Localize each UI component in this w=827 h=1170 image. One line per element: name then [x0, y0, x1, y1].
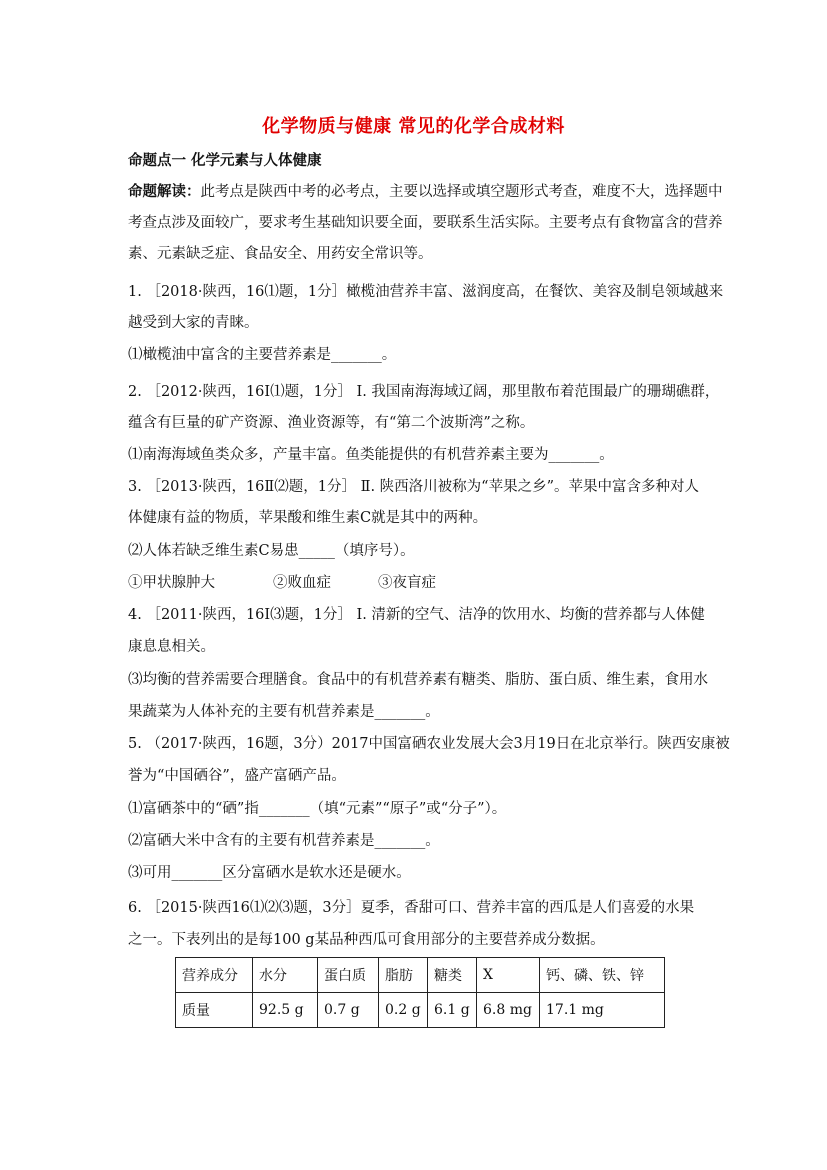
- table-cell: 6.8 mg: [477, 993, 540, 1028]
- page-title: 化学物质与健康 常见的化学合成材料: [262, 116, 565, 137]
- table-header-cell: 营养成分: [176, 958, 253, 993]
- table-header-cell: 脂肪: [379, 958, 428, 993]
- nutrition-table: [175, 957, 665, 1028]
- intro-text-1: 此考点是陕西中考的必考点，主要以选择或填空题形式考查，难度不大，选择题中: [200, 184, 723, 200]
- q1-line-2: 越受到大家的青睐。: [128, 315, 259, 331]
- table-cell: 质量: [176, 993, 253, 1028]
- q3-options: [128, 573, 436, 593]
- q5-sub-3: ⑶可用_______区分富硒水是软水还是硬水。: [128, 865, 411, 881]
- q3-line-1: 3. ［2013·陕西，16Ⅱ⑵题，1分］ Ⅱ. 陕西洛川被称为“苹果之乡”。苹果中富含多种对人: [128, 479, 699, 495]
- q4-sub-3b: 果蔬菜为人体补充的主要有机营养素是_______。: [128, 704, 440, 720]
- q2-line-1: 2. ［2012·陕西，16Ⅰ⑴题，1分］ Ⅰ. 我国南海海域辽阔，那里散布着范围最广的珊瑚礁群，: [128, 384, 720, 400]
- table-cell: 0.7 g: [318, 993, 379, 1028]
- q3-option-3: ③夜盲症: [378, 575, 436, 591]
- table-cell: 92.5 g: [253, 993, 318, 1028]
- q5-sub-1: ⑴富硒茶中的“硒”指_______（填“元素”“原子”或“分子”）。: [128, 801, 507, 817]
- q4-line-2: 康息息相关。: [128, 639, 215, 655]
- q4-sub-3a: ⑶均衡的营养需要合理膳食。食品中的有机营养素有糖类、脂肪、蛋白质、维生素，食用水: [128, 672, 708, 688]
- table-cell: 0.2 g: [379, 993, 428, 1028]
- q3-option-2: ②败血症: [273, 575, 331, 591]
- intro-line-3: 素、元素缺乏症、食品安全、用药安全常识等。: [128, 246, 433, 262]
- q3-option-1: ①甲状腺肿大: [128, 575, 215, 591]
- table-row: [176, 993, 665, 1028]
- table-header-row: [176, 958, 665, 993]
- q3-sub-2: ⑵人体若缺乏维生素C易患_____（填序号）。: [128, 543, 415, 559]
- q2-sub-1: ⑴南海海域鱼类众多，产量丰富。鱼类能提供的有机营养素主要为_______。: [128, 447, 614, 463]
- table-header-cell: 水分: [253, 958, 318, 993]
- q5-line-2: 誉为“中国硒谷”，盛产富硒产品。: [128, 768, 346, 784]
- table-header-cell: 糖类: [428, 958, 477, 993]
- table-header-cell: 蛋白质: [318, 958, 379, 993]
- intro-line-2: 考查点涉及面较广，要求考生基础知识要全面，要联系生活实际。主要考点有食物富含的营养: [128, 215, 723, 231]
- q5-line-1: 5. （2017·陕西，16题，3分）2017中国富硒农业发展大会3月19日在北京举行。陕西安康被: [128, 736, 730, 752]
- q1-line-1: 1. ［2018·陕西，16⑴题，1分］橄榄油营养丰富、滋润度高，在餐饮、美容及制皂领域越来: [128, 284, 724, 300]
- table-header-cell: X: [477, 958, 540, 993]
- q1-sub-1: ⑴橄榄油中富含的主要营养素是_______。: [128, 347, 397, 363]
- q6-line-2: 之一。下表列出的是每100 g某品种西瓜可食用部分的主要营养成分数据。: [128, 932, 605, 948]
- section-heading: 命题点一 化学元素与人体健康: [128, 152, 322, 169]
- intro-line-1: [128, 182, 723, 202]
- q2-line-2: 蕴含有巨量的矿产资源、渔业资源等，有“第二个波斯湾”之称。: [128, 415, 535, 431]
- table-header-cell: 钙、磷、铁、锌: [540, 958, 665, 993]
- q4-line-1: 4. ［2011·陕西，16Ⅰ⑶题，1分］ Ⅰ. 清新的空气、洁净的饮用水、均衡的营养都与人体健: [128, 607, 705, 623]
- q6-line-1: 6. ［2015·陕西16⑴⑵⑶题，3分］夏季，香甜可口、营养丰富的西瓜是人们喜爱的水果: [128, 900, 695, 916]
- q5-sub-2: ⑵富硒大米中含有的主要有机营养素是_______。: [128, 833, 440, 849]
- table-cell: 6.1 g: [428, 993, 477, 1028]
- intro-label: 命题解读：: [128, 183, 201, 200]
- q3-line-2: 体健康有益的物质，苹果酸和维生素C就是其中的两种。: [128, 510, 488, 526]
- table-cell: 17.1 mg: [540, 993, 665, 1028]
